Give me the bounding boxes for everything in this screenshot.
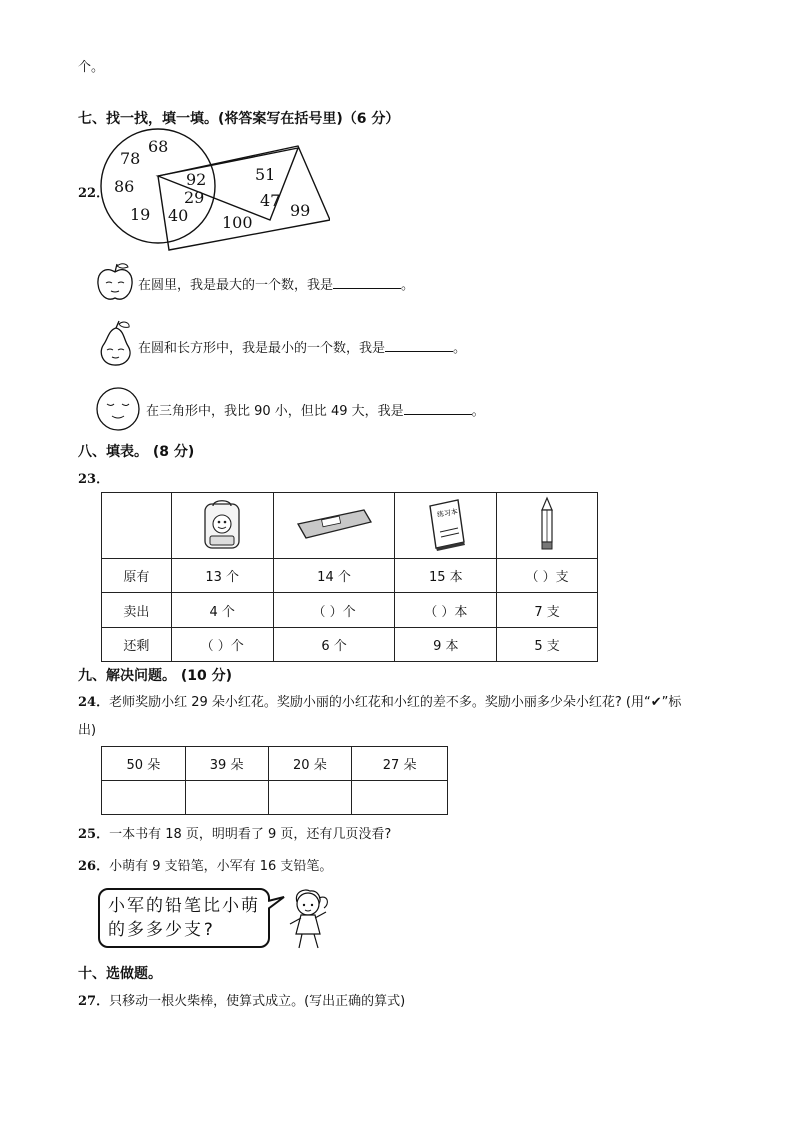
pencil-case-icon	[294, 504, 374, 544]
notebook-icon	[424, 496, 468, 552]
backpack-icon	[199, 498, 245, 550]
question-23-number: 23．	[78, 472, 110, 487]
table-cell: 13 个	[171, 559, 273, 593]
number-51: 51	[255, 165, 276, 184]
clue-line-3: 在三角形中，我比 90 小，但比 49 大，我是 。	[146, 400, 485, 419]
pencil-icon	[532, 496, 562, 552]
question-22-number: 22．	[78, 186, 110, 201]
round-face-icon	[94, 386, 142, 432]
table-row	[102, 593, 598, 628]
inventory-table	[101, 492, 598, 662]
table-row	[102, 628, 598, 662]
pencil-case-cell	[273, 493, 395, 559]
section-9-heading: 九、解决问题。 (10 分)	[78, 668, 233, 684]
clue-line-1: 在圆里，我是最大的一个数，我是 。	[138, 274, 414, 293]
question-24-text: 24．老师奖励小红 29 朵小红花。奖励小丽的小红花和小红的差不多。奖励小丽多少朵小红花? (用“✔”标	[78, 695, 682, 710]
text-fragment: 个。	[78, 60, 105, 75]
backpack-cell	[171, 493, 273, 559]
girl-icon	[284, 888, 336, 952]
apple-icon	[94, 262, 136, 304]
answer-blank-1[interactable]	[333, 275, 401, 289]
option-39: 39 朵	[185, 747, 268, 781]
row-label: 原有	[102, 559, 172, 593]
table-cell: 6 个	[273, 628, 395, 662]
number-86: 86	[114, 177, 135, 196]
check-cell-39[interactable]	[185, 781, 268, 815]
number-29: 29	[184, 188, 205, 207]
check-cell-27[interactable]	[352, 781, 448, 815]
number-92: 92	[186, 170, 207, 189]
section-8-heading: 八、填表。 (8 分)	[78, 444, 195, 460]
number-99: 99	[290, 201, 311, 220]
number-78: 78	[120, 149, 141, 168]
answer-blank-2[interactable]	[385, 338, 453, 352]
notebook-cell	[395, 493, 497, 559]
row-label: 卖出	[102, 593, 172, 628]
question-24-text-cont: 出)	[78, 723, 97, 738]
table-header-row	[102, 493, 598, 559]
table-cell: 14 个	[273, 559, 395, 593]
check-cell-50[interactable]	[102, 781, 186, 815]
bubble-line-2: 的多多少支?	[108, 920, 216, 940]
question-25-text: 25．一本书有 18 页，明明看了 9 页，还有几页没看?	[78, 827, 392, 842]
row-label: 还剩	[102, 628, 172, 662]
table-cell: 7 支	[497, 593, 598, 628]
number-19: 19	[130, 205, 151, 224]
options-table	[101, 746, 448, 815]
table-cell-blank[interactable]: （ ）本	[395, 593, 497, 628]
number-40: 40	[168, 206, 189, 225]
check-cell-20[interactable]	[268, 781, 352, 815]
table-row	[102, 559, 598, 593]
empty-header-cell	[102, 493, 172, 559]
answer-blank-3[interactable]	[404, 401, 472, 415]
option-27: 27 朵	[352, 747, 448, 781]
table-cell: 9 本	[395, 628, 497, 662]
option-50: 50 朵	[102, 747, 186, 781]
clue-line-2: 在圆和长方形中，我是最小的一个数，我是 。	[138, 337, 466, 356]
speech-bubble	[98, 888, 270, 948]
circle-rectangle-triangle-figure	[100, 128, 330, 258]
pear-icon	[94, 320, 138, 368]
table-cell-blank[interactable]: （ ）个	[171, 628, 273, 662]
section-7-heading: 七、找一找，填一填。(将答案写在括号里)（6 分）	[78, 111, 400, 127]
section-10-heading: 十、选做题。	[78, 966, 162, 982]
table-cell: 5 支	[497, 628, 598, 662]
table-cell: 4 个	[171, 593, 273, 628]
table-cell: 15 本	[395, 559, 497, 593]
question-26-text: 26．小萌有 9 支铅笔，小军有 16 支铅笔。	[78, 859, 333, 874]
pencil-cell	[497, 493, 598, 559]
notebook-label: 练习本	[436, 507, 459, 519]
table-cell-blank[interactable]: （ ）个	[273, 593, 395, 628]
number-100: 100	[222, 213, 253, 232]
option-20: 20 朵	[268, 747, 352, 781]
table-cell-blank[interactable]: （ ）支	[497, 559, 598, 593]
bubble-line-1: 小军的铅笔比小萌	[108, 896, 260, 916]
number-68: 68	[148, 137, 169, 156]
question-27-text: 27．只移动一根火柴棒，使算式成立。(写出正确的算式)	[78, 994, 406, 1009]
number-47: 47	[260, 191, 281, 210]
